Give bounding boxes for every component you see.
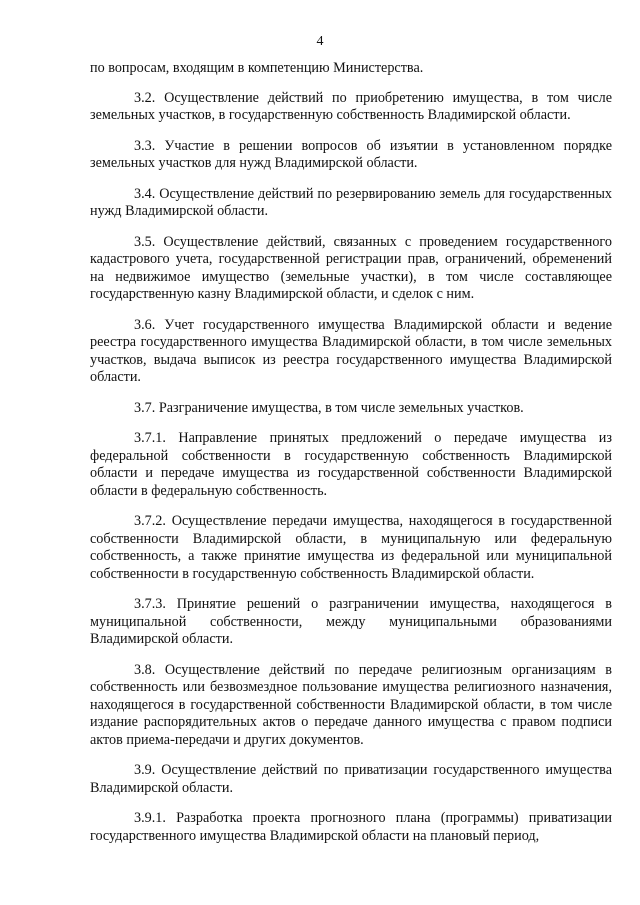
paragraph-3-3: 3.3. Участие в решении вопросов об изъятии в установленном порядке земельных участков для нужд Владимирской области. <box>90 137 612 171</box>
paragraph-3-6: 3.6. Учет государственного имущества Владимирской области и ведение реестра государственного имущества Владимирской области, в том числе земельных участков, выдача выписок из реестра государственного имущества Владимирской области. <box>90 316 612 385</box>
paragraph-3-7: 3.7. Разграничение имущества, в том числе земельных участков. <box>134 399 524 416</box>
paragraph-3-5: 3.5. Осуществление действий, связанных с проведением государственного кадастрового учета, государственной регистрации прав, ограничений, обременений на недвижимое имущество (земельные участки), в том числе составляющее государственную казну Владимирской области, и сделок с ним. <box>90 233 612 302</box>
document-body <box>90 60 612 858</box>
page-number: 4 <box>316 34 324 49</box>
paragraph-3-2: 3.2. Осуществление действий по приобретению имущества, в том числе земельных участков, в государственную собственность Владимирской области. <box>90 89 612 123</box>
paragraph-3-4: 3.4. Осуществление действий по резервированию земель для государственных нужд Владимирской области. <box>90 185 612 219</box>
paragraph-3-7-3: 3.7.3. Принятие решений о разграничении имущества, находящегося в муниципальной собственности, между муниципальными образованиями Владимирской области. <box>90 596 612 647</box>
paragraph-3-9-1: 3.9.1. Разработка проекта прогнозного плана (программы) приватизации государственного имущества Владимирской области на плановый период, <box>90 810 612 844</box>
paragraph-3-8: 3.8. Осуществление действий по передаче религиозным организациям в собственность или безвозмездное пользование имущества религиозного назначения, находящегося в государственной собственности Владимирской области, в том числе издание распорядительных актов о передаче данного имущества с правом подписи актов приема-передачи и других документов. <box>90 661 612 748</box>
paragraph-3-9: 3.9. Осуществление действий по приватизации государственного имущества Владимирской области. <box>90 762 612 796</box>
paragraph-3-7-1: 3.7.1. Направление принятых предложений о передаче имущества из федеральной собственности в государственную собственность Владимирской области и передаче имущества из государственной собственности Владимирской области в федеральную собственность. <box>90 430 612 499</box>
paragraph-3-7-2: 3.7.2. Осуществление передачи имущества, находящегося в государственной собственности Владимирской области, в муниципальную или федеральную собственность, а также принятие имущества из федеральной или муниципальной собственности в государственную собственность Владимирской области. <box>90 513 612 582</box>
paragraph-continuation: по вопросам, входящим в компетенцию Министерства. <box>90 60 424 76</box>
